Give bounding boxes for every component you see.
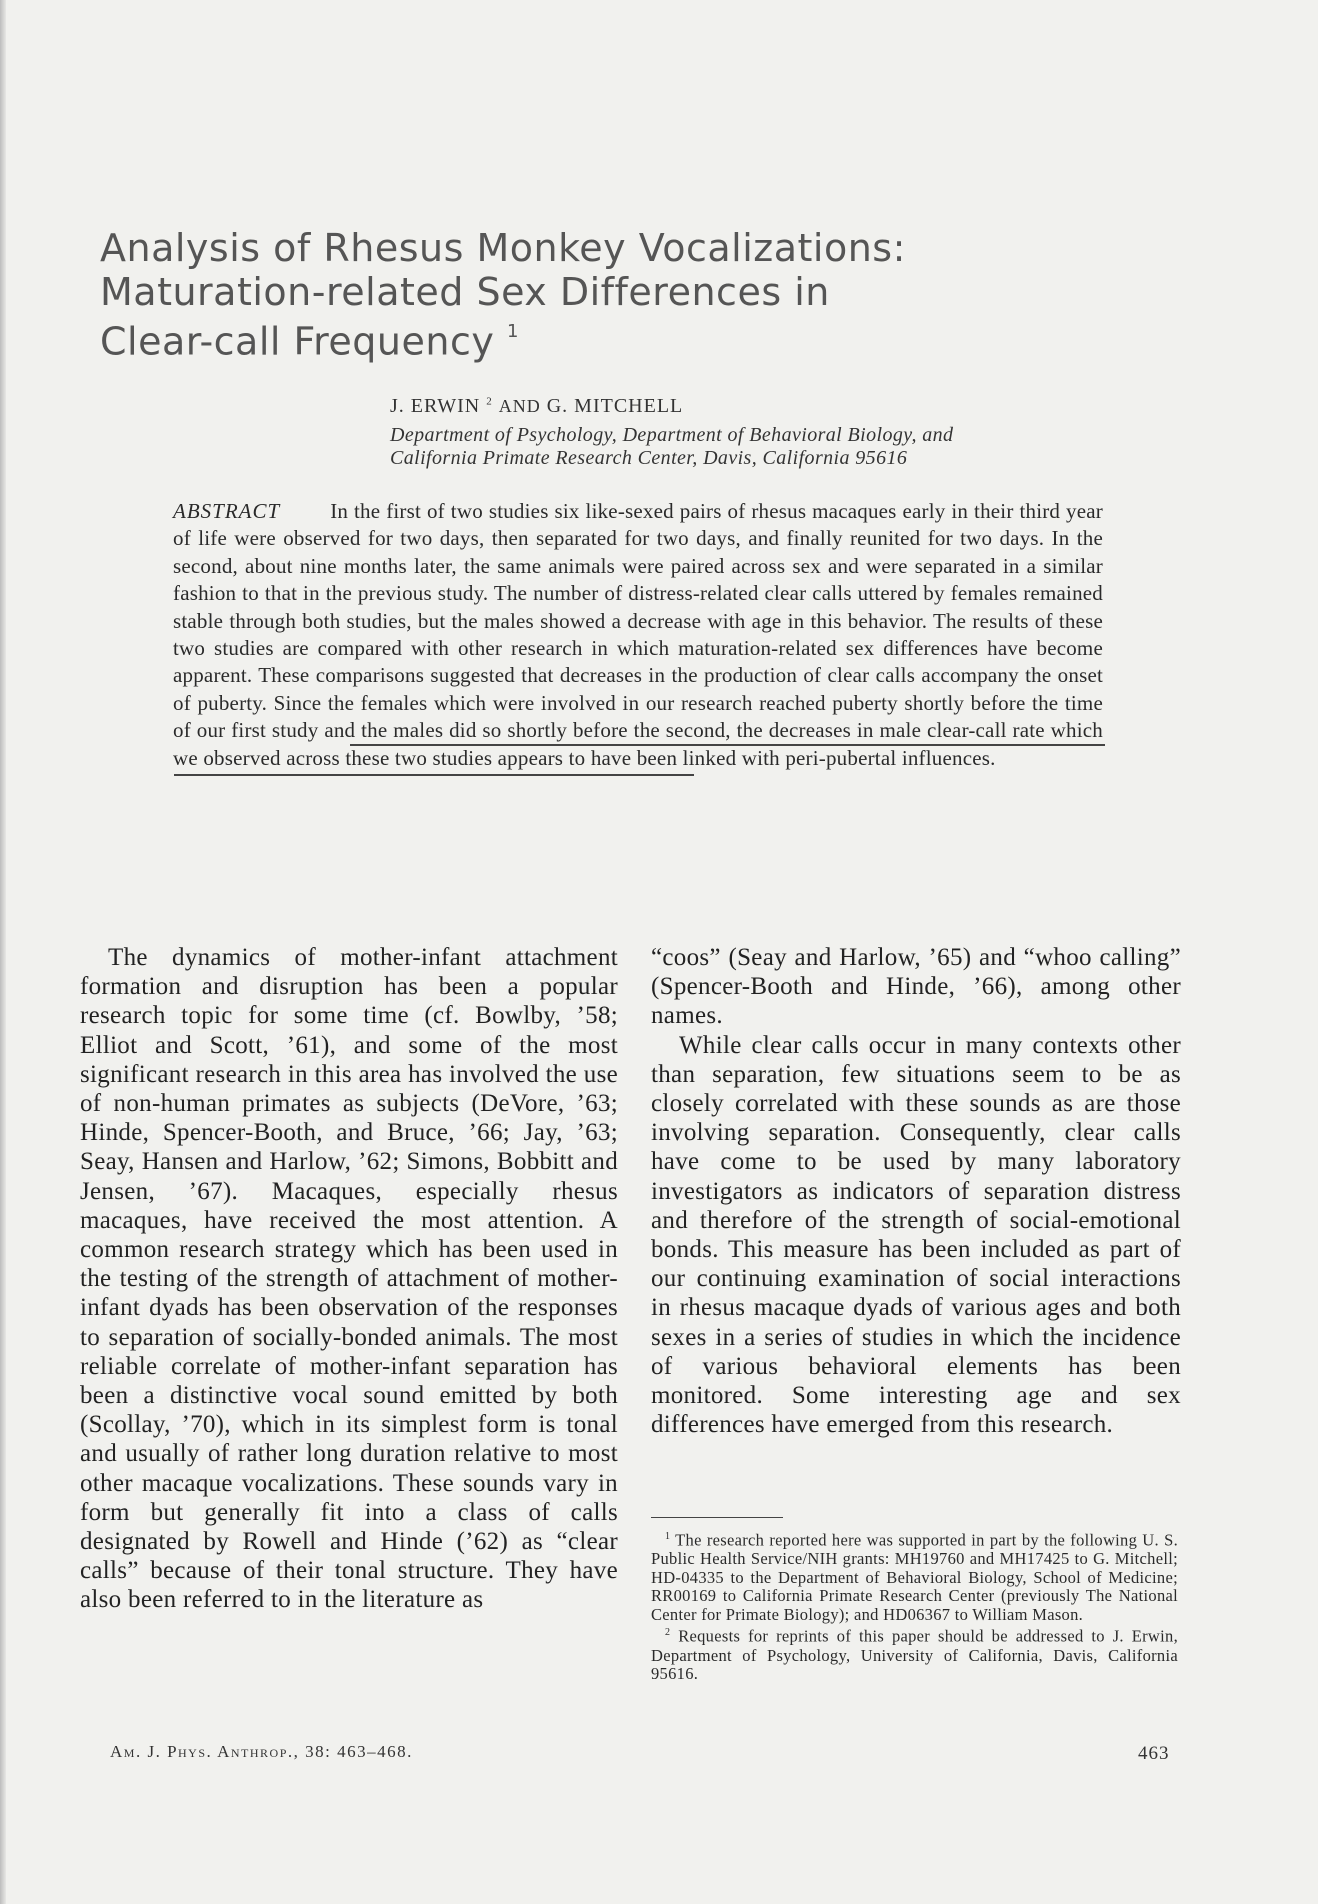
article-title [100, 226, 1100, 364]
author-conjunction: AND [498, 396, 541, 416]
footnotes [651, 1528, 1178, 1684]
author-mitchell: G. MITCHELL [546, 395, 684, 417]
abstract-text-before: In the first of two studies six like-sexed pairs of rhesus macaques early in their third year of life were observed for two days, then separated for two days, and finally reunited for two days. In the second, about nine months later, the same animals were paired across sex and were separated in a similar fashion to that in the previous study. The number of distress-related clear calls uttered by females remained stable through both studies, but the males showed a decrease with age in this behavior. The results of these two studies are compared with other research in which maturation-related sex differences have become apparent. [173, 499, 1103, 688]
body-column-left [80, 943, 618, 1615]
body-paragraph-1: The dynamics of mother-infant attachment formation and disruption has been a popular research topic for some time (cf. Bowlby, ’58; Elliot and Scott, ’61), and some of the most significant research in this area has involved the use of non-human primates as subjects (DeVore, ’63; Hinde, Spencer-Booth, and Bruce, ’66; Jay, ’63; Seay, Hansen and Harlow, ’62; Simons, Bobbitt and Jensen, ’67). Macaques, especially rhesus macaques, have received the most attention. A common research strategy which has been used in the testing of the strength of attachment of mother-infant dyads has been observation of the responses to separation of socially-bonded animals. The most reliable correlate of mother-infant separation has been a distinctive vocal sound emitted by both (Scollay, ’70), which in its simplest form is tonal and usually of rather long duration relative to most other macaque vocalizations. These sounds vary in form but generally fit into a class of calls designated by Rowell and Hinde (’62) as “clear calls” because of their tonal structure. They have also been referred to in the literature as [80, 944, 618, 1614]
author-footnote-mark: 2 [486, 395, 493, 408]
title-line-1: Analysis of Rhesus Monkey Vocalizations: [100, 226, 906, 270]
page-edge [0, 0, 6, 1904]
title-line-3-text: Clear-call Frequency [100, 319, 495, 364]
title-footnote-mark: 1 [506, 321, 519, 342]
footnote-1-mark: 1 [665, 1531, 671, 1542]
journal-reference: Am. J. Phys. Anthrop., 38: 463–468. [110, 1742, 413, 1761]
affiliation-line-1: Department of Psychology, Department of Behavioral Biology, and [390, 424, 954, 446]
affiliation-line-2: California Primate Research Center, Davis, California 95616 [390, 447, 908, 469]
page-number: 463 [1138, 1743, 1170, 1764]
author-erwin: J. ERWIN [390, 395, 481, 417]
footnote-2-text: Requests for reprints of this paper should be addressed to J. Erwin, Department of Psychology, University of California, Davis, California 95616. [651, 1626, 1178, 1684]
abstract-text-after: Since the females which were involved in our research reached puberty shortly before the time of our first study and the males did so shortly before the second, the decreases in male clear-call rate which we observed across these two studies appears to have been linked with peri-pubertal influences. [173, 690, 1103, 770]
footnote-1 [651, 1528, 1178, 1624]
title-line-2: Maturation-related Sex Differences in [100, 270, 830, 314]
footnote-2-mark: 2 [665, 1627, 671, 1639]
title-line-3 [100, 314, 1100, 364]
abstract-underlined-sentence: These comparisons suggested that decreases in the production of clear calls accompany the onset of puberty. [173, 663, 1103, 715]
body-paragraph-2: While clear calls occur in many contexts other than separation, few situations seem to be as closely correlated with these sounds as are those involving separation. Consequently, clear calls have come to be used by many laboratory investigators as indicators of separation distress and therefore of the strength of social-emotional bonds. This measure has been included as part of our continuing examination of social interactions in rhesus macaque dyads of various ages and both sexes in a series of studies in which the incidence of various behavioral elements has been monitored. Some interesting age and sex differences have emerged from this research. [651, 1031, 1181, 1439]
body-column-right [651, 943, 1181, 1439]
affiliation [390, 424, 1110, 470]
author-line [390, 395, 683, 418]
body-paragraph-1-continued: “coos” (Seay and Harlow, ’65) and “whoo calling” (Spencer-Booth and Hinde, ’66), among other names. [651, 944, 1181, 1030]
abstract-label: ABSTRACT [173, 499, 281, 523]
handwritten-underline-1 [350, 744, 1105, 746]
footnote-1-text: The research reported here was supported in part by the following U. S. Public Health Service/NIH grants: MH19760 and MH17425 to G. Mitchell; HD-04335 to the Department of Behavioral Biology, School of Medicine; RR00169 to California Primate Research Center (previously The National Center for Primate Biology); and HD06367 to William Mason. [651, 1530, 1178, 1624]
abstract [173, 498, 1103, 772]
footnote-divider [651, 1517, 783, 1518]
handwritten-underline-2 [174, 774, 694, 776]
footnote-2 [651, 1624, 1178, 1683]
